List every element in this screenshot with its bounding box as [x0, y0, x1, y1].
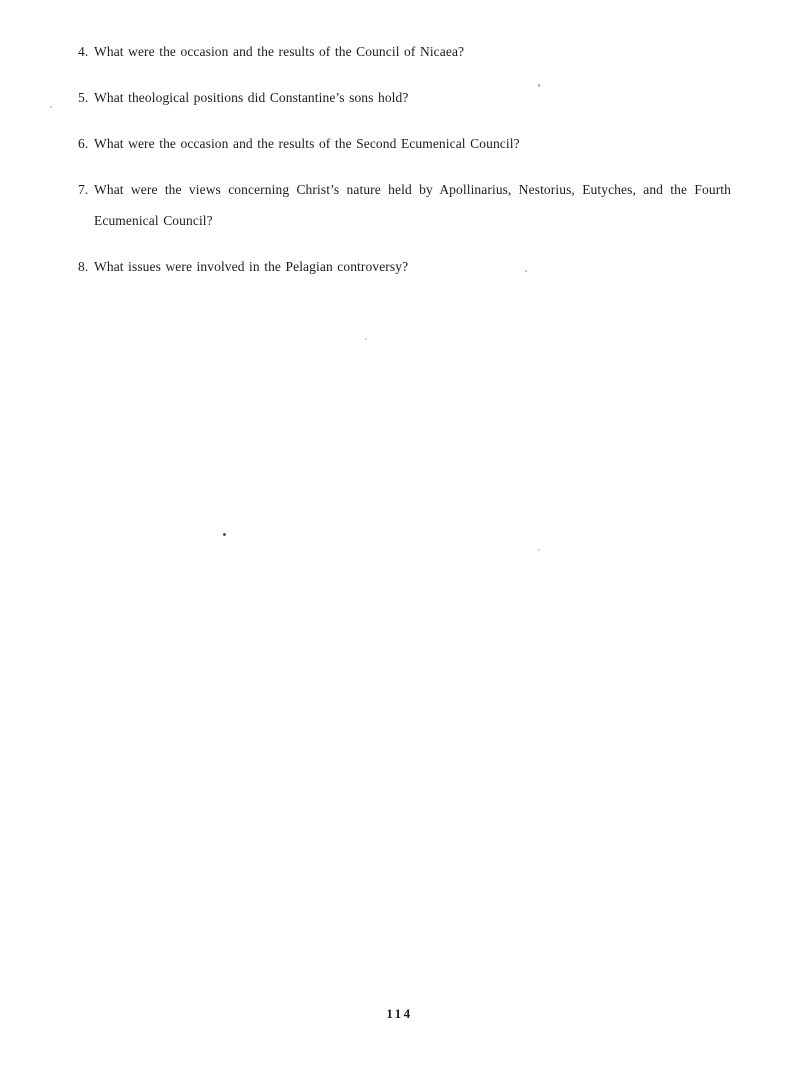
- question-number: 8.: [78, 259, 89, 274]
- question-text: What were the occasion and the results of the Second Ecumenical Council?: [94, 136, 520, 151]
- question-number: 7.: [78, 182, 89, 197]
- page-number: 114: [386, 1006, 413, 1021]
- scan-speck: [538, 549, 540, 551]
- scan-speck: [365, 338, 367, 340]
- question-item-6: [78, 128, 731, 159]
- question-item-5: [78, 82, 731, 113]
- question-number: 4.: [78, 44, 89, 59]
- scan-speck: [525, 270, 527, 272]
- question-list: [78, 36, 731, 297]
- question-text: What theological positions did Constantine’s sons hold?: [94, 90, 409, 105]
- question-text: What issues were involved in the Pelagian controversy?: [94, 259, 409, 274]
- scan-speck: [223, 533, 226, 536]
- scan-speck: [50, 106, 52, 108]
- question-text: What were the views concerning Christ’s nature held by Apollinarius, Nestorius, Eutyches, and the Fourth Ecumenical Council?: [94, 182, 731, 228]
- question-item-4: [78, 36, 731, 67]
- scan-speck: [538, 84, 540, 87]
- question-number: 5.: [78, 90, 89, 105]
- question-item-7: [78, 174, 731, 236]
- question-item-8: [78, 251, 731, 282]
- question-text: What were the occasion and the results of the Council of Nicaea?: [94, 44, 465, 59]
- question-number: 6.: [78, 136, 89, 151]
